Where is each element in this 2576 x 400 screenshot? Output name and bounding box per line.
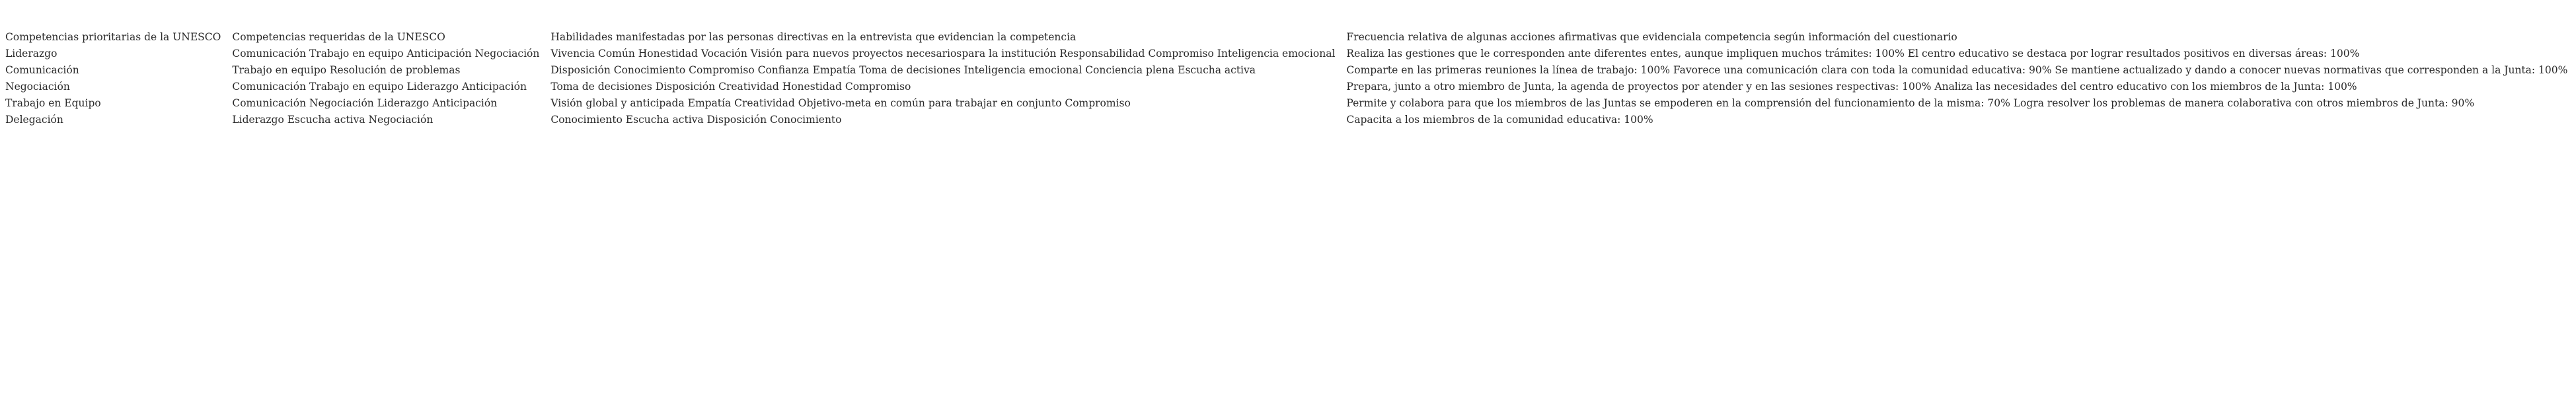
table-row: [3, 79, 2576, 95]
table-cell: Trabajo en Equipo: [5, 97, 101, 109]
table-cell: Vivencia Común Honestidad Vocación Visión para nuevos proyectos necesariospara la institución Responsabilidad Compromiso Inteligencia emocional: [550, 48, 1336, 60]
table-cell: Comunicación: [5, 64, 79, 76]
table-body: [3, 46, 2576, 128]
table-row: [3, 95, 2576, 112]
table-row: [3, 62, 2576, 79]
table-cell: Comunicación Negociación Liderazgo Anticipación: [232, 97, 498, 109]
table-cell: Negociación: [5, 81, 70, 93]
table-cell: Visión global y anticipada Empatía Creatividad Objetivo-meta en común para trabajar en conjunto Compromiso: [550, 97, 1131, 109]
table-cell: Conocimiento Escucha activa Disposición Conocimiento: [550, 114, 842, 126]
header-cell-competencias-prioritarias: Competencias prioritarias de la UNESCO: [5, 31, 221, 43]
table-cell: Toma de decisiones Disposición Creatividad Honestidad Compromiso: [550, 81, 911, 93]
table-cell: Disposición Conocimiento Compromiso Confianza Empatía Toma de decisiones Inteligencia emocional Conciencia plena Escucha activa: [550, 64, 1256, 76]
table-cell: Realiza las gestiones que le corresponden ante diferentes entes, aunque impliquen muchos trámites: 100% El centro educativo se destaca por lograr resultados positivos en diversas áreas: 100%: [1346, 48, 2360, 60]
table-header: [3, 29, 2576, 46]
table-cell: Comunicación Trabajo en equipo Anticipación Negociación: [232, 48, 540, 60]
table-cell: Liderazgo Escucha activa Negociación: [232, 114, 434, 126]
competencias-table: [3, 29, 2576, 128]
table-cell: Permite y colabora para que los miembros de las Juntas se empoderen en la comprensión del funcionamiento de la misma: 70% Logra resolver los problemas de manera colaborativa con otros miembros de Junta: 90%: [1346, 97, 2475, 109]
table-cell: Trabajo en equipo Resolución de problemas: [232, 64, 461, 76]
header-cell-habilidades: Habilidades manifestadas por las personas directivas en la entrevista que evidencian la competencia: [550, 31, 1077, 43]
table-row: [3, 112, 2576, 128]
table-cell: Comparte en las primeras reuniones la línea de trabajo: 100% Favorece una comunicación clara con toda la comunidad educativa: 90% Se mantiene actualizado y dando a conocer nuevas normativas que corresponden a la Junta: 100%: [1346, 64, 2568, 76]
table-cell: Prepara, junto a otro miembro de Junta, la agenda de proyectos por atender y en las sesiones respectivas: 100% Analiza las necesidades del centro educativo con los miembros de la Junta: 100%: [1346, 81, 2357, 93]
header-row: [3, 29, 2576, 46]
table-cell: Comunicación Trabajo en equipo Liderazgo Anticipación: [232, 81, 527, 93]
table-row: [3, 46, 2576, 62]
table-cell: Liderazgo: [5, 48, 57, 60]
table-cell: Capacita a los miembros de la comunidad educativa: 100%: [1346, 114, 1653, 126]
header-cell-frecuencia: Frecuencia relativa de algunas acciones afirmativas que evidenciala competencia según información del cuestionario: [1346, 31, 1957, 43]
header-cell-competencias-requeridas: Competencias requeridas de la UNESCO: [232, 31, 445, 43]
table-cell: Delegación: [5, 114, 63, 126]
